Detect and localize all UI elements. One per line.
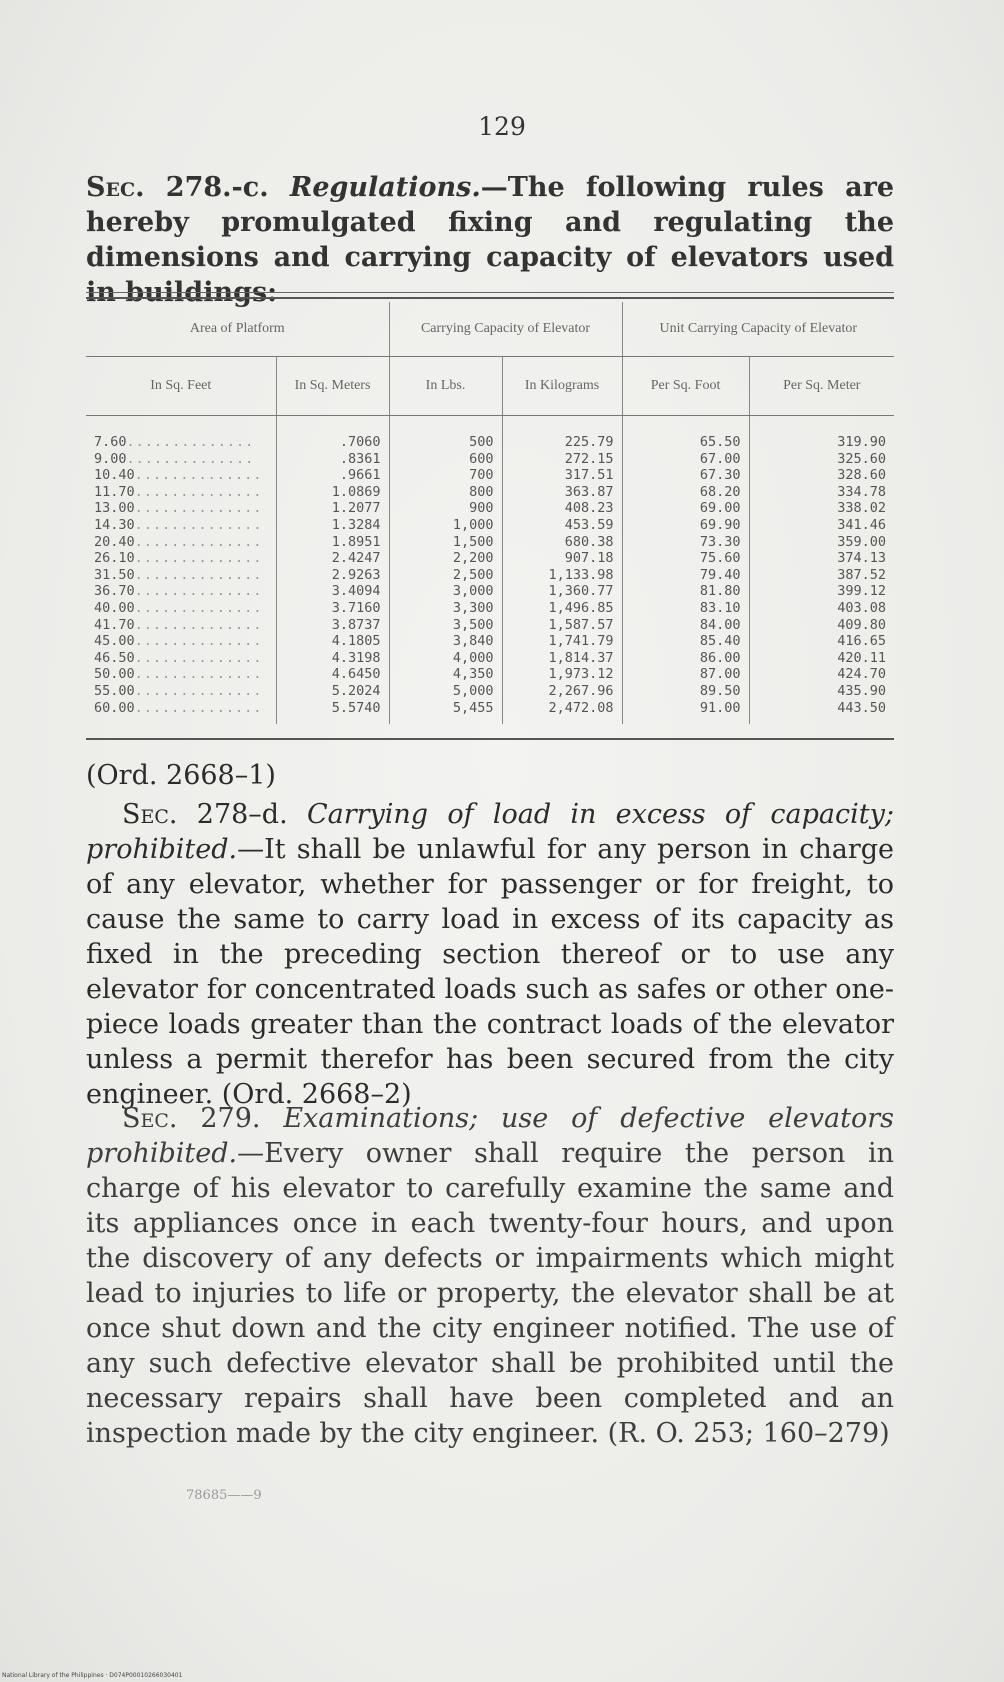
table-cell: 3,000 bbox=[389, 583, 502, 600]
table-row bbox=[86, 500, 894, 517]
table-cell bbox=[86, 633, 276, 650]
dot-leader: .............. bbox=[134, 599, 263, 616]
table-cell: 1,500 bbox=[389, 534, 502, 551]
table-cell: 341.46 bbox=[837, 516, 887, 533]
table-group-header-row bbox=[86, 302, 894, 357]
scan-imprint: National Library of the Philippines · D074P00010266030401 bbox=[2, 1672, 183, 1679]
column-header: In Sq. Feet bbox=[86, 357, 276, 416]
table-cell: 409.80 bbox=[837, 616, 887, 633]
table-cell: 334.78 bbox=[837, 483, 887, 500]
cell-value: 45.00 bbox=[94, 633, 135, 650]
table-cell bbox=[86, 617, 276, 634]
section-title: Carrying of load in excess of capacity; prohibited. bbox=[86, 799, 894, 865]
column-header: In Kilograms bbox=[502, 357, 622, 416]
table-top-rule-thick bbox=[86, 297, 894, 299]
table-cell bbox=[86, 550, 276, 567]
table-cell: 900 bbox=[389, 500, 502, 517]
table-cell: 272.15 bbox=[502, 451, 622, 468]
cell-value: 20.40 bbox=[94, 533, 135, 550]
column-header: In Lbs. bbox=[389, 357, 502, 416]
dot-leader: .............. bbox=[126, 434, 255, 450]
table-row bbox=[86, 633, 894, 650]
table-row bbox=[86, 467, 894, 484]
table-cell: 1.3284 bbox=[276, 517, 389, 534]
table-cell bbox=[86, 534, 276, 551]
table-cell: .8361 bbox=[276, 451, 389, 468]
table-cell bbox=[86, 484, 276, 501]
table-row bbox=[86, 416, 894, 451]
dot-leader: .............. bbox=[134, 566, 263, 583]
table-cell: 399.12 bbox=[837, 583, 887, 600]
table-cell: 435.90 bbox=[837, 682, 887, 699]
table-cell: 2,472.08 bbox=[502, 700, 622, 725]
table-cell: 317.51 bbox=[502, 467, 622, 484]
table-cell: 403.08 bbox=[837, 599, 887, 616]
cell-value: 40.00 bbox=[94, 599, 135, 616]
cell-value: 10.40 bbox=[94, 467, 135, 484]
table-row bbox=[86, 600, 894, 617]
table-cell: 600 bbox=[389, 451, 502, 468]
section-number: 279. bbox=[200, 1103, 261, 1134]
table-cell bbox=[86, 467, 276, 484]
dot-leader: .............. bbox=[134, 699, 263, 716]
table-cell: 1,814.37 bbox=[502, 650, 622, 667]
column-header: In Sq. Meters bbox=[276, 357, 389, 416]
table-row bbox=[86, 700, 894, 725]
page-number: 129 bbox=[478, 112, 526, 141]
dot-leader: .............. bbox=[134, 649, 263, 666]
group-header-unit-capacity: Unit Carrying Capacity of Elevator bbox=[622, 302, 894, 357]
cell-value: 46.50 bbox=[94, 649, 135, 666]
table-cell: 319.90 bbox=[837, 434, 887, 450]
table-cell: 67.00 bbox=[622, 451, 749, 468]
table-cell: 1.2077 bbox=[276, 500, 389, 517]
table-cell bbox=[86, 683, 276, 700]
section-label: Sec. bbox=[122, 1103, 178, 1134]
table-cell: 67.30 bbox=[622, 467, 749, 484]
table-cell: 79.40 bbox=[622, 567, 749, 584]
table-cell: 1,741.79 bbox=[502, 633, 622, 650]
table-row bbox=[86, 583, 894, 600]
cell-value: 11.70 bbox=[94, 483, 135, 500]
table-cell: 4.3198 bbox=[276, 650, 389, 667]
table-cell: 387.52 bbox=[837, 566, 887, 583]
table-row bbox=[86, 484, 894, 501]
column-header: Per Sq. Meter bbox=[749, 357, 894, 416]
table-cell: 1,133.98 bbox=[502, 567, 622, 584]
table-cell: 5.2024 bbox=[276, 683, 389, 700]
cell-value: 7.60 bbox=[94, 434, 127, 450]
cell-value: 31.50 bbox=[94, 566, 135, 583]
table-cell: 1.8951 bbox=[276, 534, 389, 551]
table-cell: 89.50 bbox=[622, 683, 749, 700]
table-row bbox=[86, 534, 894, 551]
table-cell: 69.00 bbox=[622, 500, 749, 517]
section-body: —Every owner shall require the person in charge of his elevator to carefully examine the same and its appliances once in each twenty-four hours, and upon the discovery of any defects or impairments which might lead to injuries to life or property, the elevator shall be at once shut down and the city engineer notified. The use of any such defective elevator shall be prohibited until the necessary repairs shall have been completed and an inspection made by the city engineer. (R. O. 253; 160–279) bbox=[86, 1138, 894, 1449]
table-cell: 4,000 bbox=[389, 650, 502, 667]
table-cell: 424.70 bbox=[837, 666, 887, 683]
dot-leader: .............. bbox=[134, 616, 263, 633]
printer-signature-mark: 78685——9 bbox=[186, 1488, 262, 1503]
table-cell: 2,500 bbox=[389, 567, 502, 584]
table-cell: 5,455 bbox=[389, 700, 502, 725]
elevator-capacity-table bbox=[86, 302, 894, 724]
table-cell: 408.23 bbox=[502, 500, 622, 517]
table-cell bbox=[86, 567, 276, 584]
cell-value: 41.70 bbox=[94, 616, 135, 633]
table-cell: 3,500 bbox=[389, 617, 502, 634]
table-cell: 3,300 bbox=[389, 600, 502, 617]
table-cell: 4,350 bbox=[389, 666, 502, 683]
table-row bbox=[86, 550, 894, 567]
table-cell: 86.00 bbox=[622, 650, 749, 667]
table-cell bbox=[86, 517, 276, 534]
cell-value: 50.00 bbox=[94, 666, 135, 683]
ordinance-reference: (Ord. 2668–1) bbox=[86, 760, 276, 791]
table-cell: 3.7160 bbox=[276, 600, 389, 617]
dot-leader: .............. bbox=[134, 633, 263, 650]
group-header-capacity: Carrying Capacity of Elevator bbox=[389, 302, 622, 357]
table-cell: 2.9263 bbox=[276, 567, 389, 584]
table-cell: 73.30 bbox=[622, 534, 749, 551]
group-header-area: Area of Platform bbox=[86, 302, 389, 357]
dot-leader: .............. bbox=[134, 467, 263, 484]
table-cell: 2.4247 bbox=[276, 550, 389, 567]
table-row bbox=[86, 517, 894, 534]
cell-value: 9.00 bbox=[94, 450, 127, 467]
table-cell: 3.8737 bbox=[276, 617, 389, 634]
table-cell: 84.00 bbox=[622, 617, 749, 634]
table-cell: 1,000 bbox=[389, 517, 502, 534]
table-cell: 1,496.85 bbox=[502, 600, 622, 617]
table-row bbox=[86, 683, 894, 700]
table-bottom-rule bbox=[86, 738, 894, 740]
table-cell bbox=[86, 600, 276, 617]
table-cell: 3,840 bbox=[389, 633, 502, 650]
table-cell: 75.60 bbox=[622, 550, 749, 567]
table-cell: 907.18 bbox=[502, 550, 622, 567]
table-cell: 2,267.96 bbox=[502, 683, 622, 700]
section-279-paragraph bbox=[86, 1101, 894, 1451]
dot-leader: .............. bbox=[134, 666, 263, 683]
column-header: Per Sq. Foot bbox=[622, 357, 749, 416]
table-cell: 325.60 bbox=[837, 450, 887, 467]
table-cell: 5.5740 bbox=[276, 700, 389, 725]
table-cell bbox=[86, 451, 276, 468]
dot-leader: .............. bbox=[134, 533, 263, 550]
table-row bbox=[86, 650, 894, 667]
table-cell: 1.0869 bbox=[276, 484, 389, 501]
table-cell bbox=[86, 666, 276, 683]
dot-leader: .............. bbox=[126, 450, 255, 467]
table-cell: 2,200 bbox=[389, 550, 502, 567]
table-cell: 443.50 bbox=[837, 699, 887, 716]
table-cell: 68.20 bbox=[622, 484, 749, 501]
cell-value: 60.00 bbox=[94, 699, 135, 716]
section-label: Sec. bbox=[122, 799, 178, 830]
table-cell bbox=[86, 650, 276, 667]
table-cell bbox=[86, 416, 276, 451]
cell-value: 14.30 bbox=[94, 516, 135, 533]
section-278c-paragraph bbox=[86, 170, 894, 310]
table-cell: 374.13 bbox=[837, 550, 887, 567]
dot-leader: .............. bbox=[134, 550, 263, 567]
cell-value: 36.70 bbox=[94, 583, 135, 600]
table-cell: 87.00 bbox=[622, 666, 749, 683]
table-column-header-row bbox=[86, 357, 894, 416]
section-body: —The following rules are hereby promulgated fixing and regulating the dimensions and carrying capacity of elevators used in buildings: bbox=[86, 172, 895, 308]
cell-value: 13.00 bbox=[94, 500, 135, 517]
section-label: Sec. bbox=[86, 172, 145, 203]
table-cell: 1,973.12 bbox=[502, 666, 622, 683]
cell-value: 55.00 bbox=[94, 682, 135, 699]
table-cell: 800 bbox=[389, 484, 502, 501]
table-cell: .9661 bbox=[276, 467, 389, 484]
section-title: Regulations. bbox=[289, 172, 481, 203]
section-278d-paragraph bbox=[86, 797, 894, 1112]
dot-leader: .............. bbox=[134, 500, 263, 517]
dot-leader: .............. bbox=[134, 583, 263, 600]
table-cell: .7060 bbox=[276, 416, 389, 451]
table-cell: 359.00 bbox=[837, 533, 887, 550]
table-row bbox=[86, 617, 894, 634]
dot-leader: .............. bbox=[134, 516, 263, 533]
table-cell: 85.40 bbox=[622, 633, 749, 650]
table-cell: 700 bbox=[389, 467, 502, 484]
table-cell bbox=[86, 583, 276, 600]
table-cell: 4.1805 bbox=[276, 633, 389, 650]
table-row bbox=[86, 666, 894, 683]
table-cell: 69.90 bbox=[622, 517, 749, 534]
table-cell: 91.00 bbox=[622, 700, 749, 725]
table-cell bbox=[86, 500, 276, 517]
table-cell: 1,587.57 bbox=[502, 617, 622, 634]
table-top-rule bbox=[86, 292, 894, 293]
table-row bbox=[86, 451, 894, 468]
table-cell: 363.87 bbox=[502, 484, 622, 501]
table-cell: 4.6450 bbox=[276, 666, 389, 683]
dot-leader: .............. bbox=[134, 483, 263, 500]
section-title: Examinations; use of defective elevators prohibited. bbox=[86, 1103, 894, 1169]
table-cell: 81.80 bbox=[622, 583, 749, 600]
table-cell: 680.38 bbox=[502, 534, 622, 551]
section-number: 278.-c. bbox=[165, 172, 269, 203]
table-cell: 3.4094 bbox=[276, 583, 389, 600]
table-cell: 328.60 bbox=[837, 467, 887, 484]
table-cell: 65.50 bbox=[622, 416, 749, 451]
table-row bbox=[86, 567, 894, 584]
table-cell bbox=[86, 700, 276, 725]
table-cell: 453.59 bbox=[502, 517, 622, 534]
table-cell: 1,360.77 bbox=[502, 583, 622, 600]
table-body bbox=[86, 416, 894, 725]
cell-value: 26.10 bbox=[94, 550, 135, 567]
table-cell: 500 bbox=[389, 416, 502, 451]
table-cell: 225.79 bbox=[502, 416, 622, 451]
table-cell: 83.10 bbox=[622, 600, 749, 617]
section-number: 278–d. bbox=[196, 799, 288, 830]
table-cell: 416.65 bbox=[837, 633, 887, 650]
dot-leader: .............. bbox=[134, 682, 263, 699]
table-cell: 5,000 bbox=[389, 683, 502, 700]
table-cell: 420.11 bbox=[837, 649, 887, 666]
section-body: —It shall be unlawful for any person in charge of any elevator, whether for passenger or for freight, to cause the same to carry load in excess of its capacity as fixed in the preceding section thereof or to use any elevator for concentrated loads such as safes or other one-piece loads greater than the contract loads of the elevator unless a permit therefor has been secured from the city engineer. (Ord. 2668–2) bbox=[86, 834, 894, 1110]
table-cell: 338.02 bbox=[837, 500, 887, 517]
